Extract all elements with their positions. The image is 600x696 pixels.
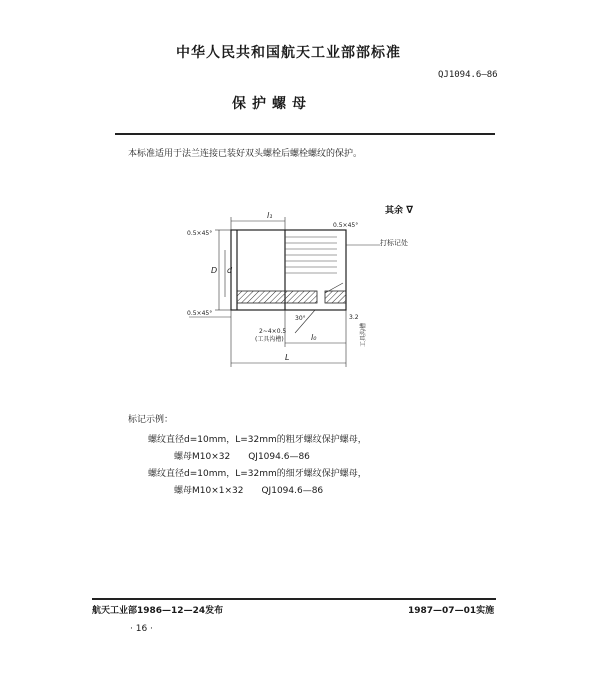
dim-d: d [227, 266, 233, 275]
dim-D: D [211, 266, 218, 275]
dim-right-note: 工具沟槽 [360, 322, 367, 347]
dim-L: L [285, 353, 290, 362]
roughness-label: 其余 [385, 206, 404, 216]
dim-angle: 30° [295, 315, 306, 322]
dim-chamfer-top-left: 0.5×45° [187, 230, 213, 237]
knurl-label: 打标记处 [380, 239, 408, 247]
section-hatch [237, 291, 317, 303]
dim-l0: l₀ [311, 333, 317, 342]
example-1-description: 螺纹直径d=10mm，L=32mm的粗牙螺纹保护螺母， [148, 435, 367, 445]
standard-number: QJ1094.6—86 [438, 70, 498, 80]
technical-drawing [175, 205, 435, 375]
issue-date: 航天工业部1986—12—24发布 [92, 606, 224, 616]
footer-rule [92, 598, 496, 600]
example-2-description: 螺纹直径d=10mm，L=32mm的细牙螺纹保护螺母， [148, 469, 367, 479]
thread-lines [285, 237, 337, 273]
dim-ra: 3.2 [349, 314, 359, 321]
roughness-symbol-icon: ∇ [406, 205, 414, 216]
dim-l1: l₁ [267, 211, 273, 220]
document-title: 保护螺母 [232, 96, 312, 112]
example-1-code: 螺母M10×32 QJ1094.6—86 [174, 452, 310, 462]
dim-undercut-note: (工具沟槽) [255, 336, 284, 343]
dim-chamfer-top-right: 0.5×45° [333, 222, 359, 229]
marking-heading: 标记示例： [128, 415, 174, 425]
effective-date: 1987—07—01实施 [408, 606, 495, 616]
example-2-code: 螺母M10×1×32 QJ1094.6—86 [174, 486, 324, 496]
org-title: 中华人民共和国航天工业部部标准 [176, 45, 401, 61]
dim-thread-undercut: 2~4×0.5 [259, 328, 287, 335]
section-hatch-right [325, 291, 346, 303]
scope-paragraph: 本标准适用于法兰连接已装好双头螺栓后螺栓螺纹的保护。 [128, 149, 363, 159]
header-rule [115, 133, 495, 135]
dim-chamfer-bottom-left: 0.5×45° [187, 310, 213, 317]
page-number: · 16 · [130, 624, 153, 634]
